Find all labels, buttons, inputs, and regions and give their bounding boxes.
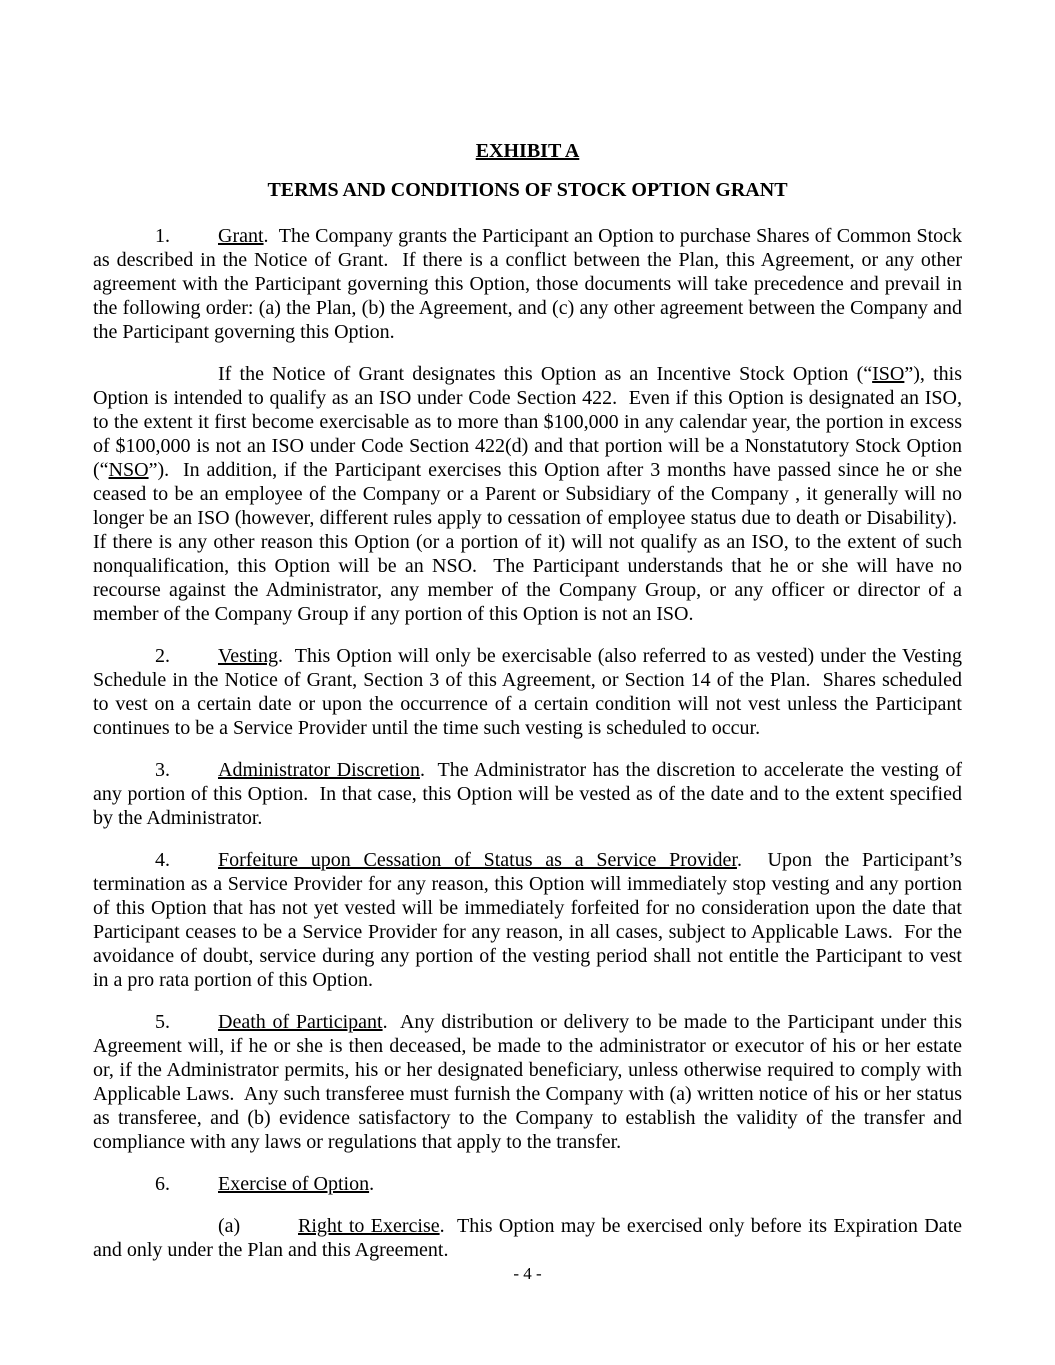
page-number-footer: - 4 - xyxy=(513,1264,542,1283)
document-body xyxy=(93,224,962,1262)
paragraph-number: 6. xyxy=(155,1173,170,1195)
underlined-heading-text: Right to Exercise xyxy=(298,1215,440,1237)
paragraph-1-grant xyxy=(93,224,962,344)
underlined-heading-text: NSO xyxy=(108,459,149,481)
body-text: . Any distribution or delivery to be made to the Participant under this Agreement will, if he or she is then deceased, be made to the administrator or executor of his or her estate or, if the Administrator permits, his or her designated beneficiary, unless otherwise required to comply with Applicable Laws. Any such transferee must furnish the Company with (a) written notice of his or her status as transferee, and (b) evidence satisfactory to the Company to establish the validity of the transfer and compliance with any laws or regulations that apply to the transfer. xyxy=(93,1011,962,1153)
paragraph-6a-right-to-exercise xyxy=(93,1214,962,1262)
paragraph-3-administrator-discretion xyxy=(93,758,962,830)
paragraph-5-death-of-participant xyxy=(93,1010,962,1154)
paragraph-number: 2. xyxy=(155,645,170,667)
body-text: If the Notice of Grant designates this Option as an Incentive Stock Option (“ xyxy=(218,363,873,385)
paragraph-number: 5. xyxy=(155,1011,170,1033)
paragraph-iso-designation xyxy=(93,362,962,626)
body-text: . The Administrator has the discretion to accelerate the vesting of any portion of this Option. In that case, this Option will be vested as of the date and to the extent specified by the Administrator. xyxy=(93,759,962,829)
body-text: . This Option will only be exercisable (also referred to as vested) under the Vesting Schedule in the Notice of Grant, Section 3 of this Agreement, or Section 14 of the Plan. Shares scheduled to vest on a certain date or upon the occurrence of a certain condition will not vest unless the Participant continues to be a Service Provider until the time such vesting is scheduled to occur. xyxy=(93,645,962,739)
body-text: . xyxy=(369,1173,375,1195)
body-text: ”). In addition, if the Participant exercises this Option after 3 months have passed since he or she ceased to be an employee of the Company or a Parent or Subsidiary of the Company , it generally will no longer be an ISO (however, different rules apply to cessation of employee status due to death or Disability). If there is any other reason this Option (or a portion of it) will not qualify as an ISO, to the extent of such nonqualification, this Option will be an NSO. The Participant understands that he or she will have no recourse against the Administrator, any member of the Company Group, or any officer or director of a member of the Company Group if any portion of this Option is not an ISO. xyxy=(93,459,962,625)
body-text: ”), this Option is intended to qualify as an ISO under Code Section 422. Even if this Option is designated an ISO, to the extent it first become exercisable as to more than $100,000 in any calendar year, the portion in excess of $100,000 is not an ISO under Code Section 422(d) and that portion will be a Nonstatutory Stock Option (“ xyxy=(93,363,963,481)
underlined-heading-text: Forfeiture upon Cessation of Status as a Service Provider xyxy=(218,849,737,871)
paragraph-4-forfeiture xyxy=(93,848,962,992)
underlined-heading-text: ISO xyxy=(872,363,905,385)
terms-subtitle: TERMS AND CONDITIONS OF STOCK OPTION GRANT xyxy=(267,179,788,201)
underlined-heading-text: Grant xyxy=(218,225,264,247)
paragraph-number: 1. xyxy=(155,225,170,247)
paragraph-number: (a) xyxy=(218,1215,241,1237)
body-text: . Upon the Participant’s termination as a Service Provider for any reason, this Option will immediately stop vesting and any portion of this Option that has not yet vested will be immediately forfeited for no consideration upon the date that Participant ceases to be a Service Provider for any reason, in all cases, subject to Applicable Laws. For the avoidance of doubt, service during any portion of the vesting period shall not entitle the Participant to vest in a pro rata portion of this Option. xyxy=(93,849,962,991)
underlined-heading-text: Death of Participant xyxy=(218,1011,383,1033)
underlined-heading-text: Exercise of Option xyxy=(218,1173,370,1195)
paragraph-2-vesting xyxy=(93,644,962,740)
paragraph-number: 3. xyxy=(155,759,170,781)
paragraph-number: 4. xyxy=(155,849,170,871)
underlined-heading-text: Vesting xyxy=(218,645,278,667)
exhibit-title: EXHIBIT A xyxy=(475,140,580,162)
paragraph-6-exercise-of-option xyxy=(93,1172,962,1196)
body-text: . This Option may be exercised only before its Expiration Date and only under the Plan and this Agreement. xyxy=(93,1215,962,1261)
body-text: . The Company grants the Participant an Option to purchase Shares of Common Stock as described in the Notice of Grant. If there is a conflict between the Plan, this Agreement, or any other agreement with the Participant governing this Option, those documents will take precedence and prevail in the following order: (a) the Plan, (b) the Agreement, and (c) any other agreement between the Company and the Participant governing this Option. xyxy=(93,225,962,343)
underlined-heading-text: Administrator Discretion xyxy=(218,759,420,781)
